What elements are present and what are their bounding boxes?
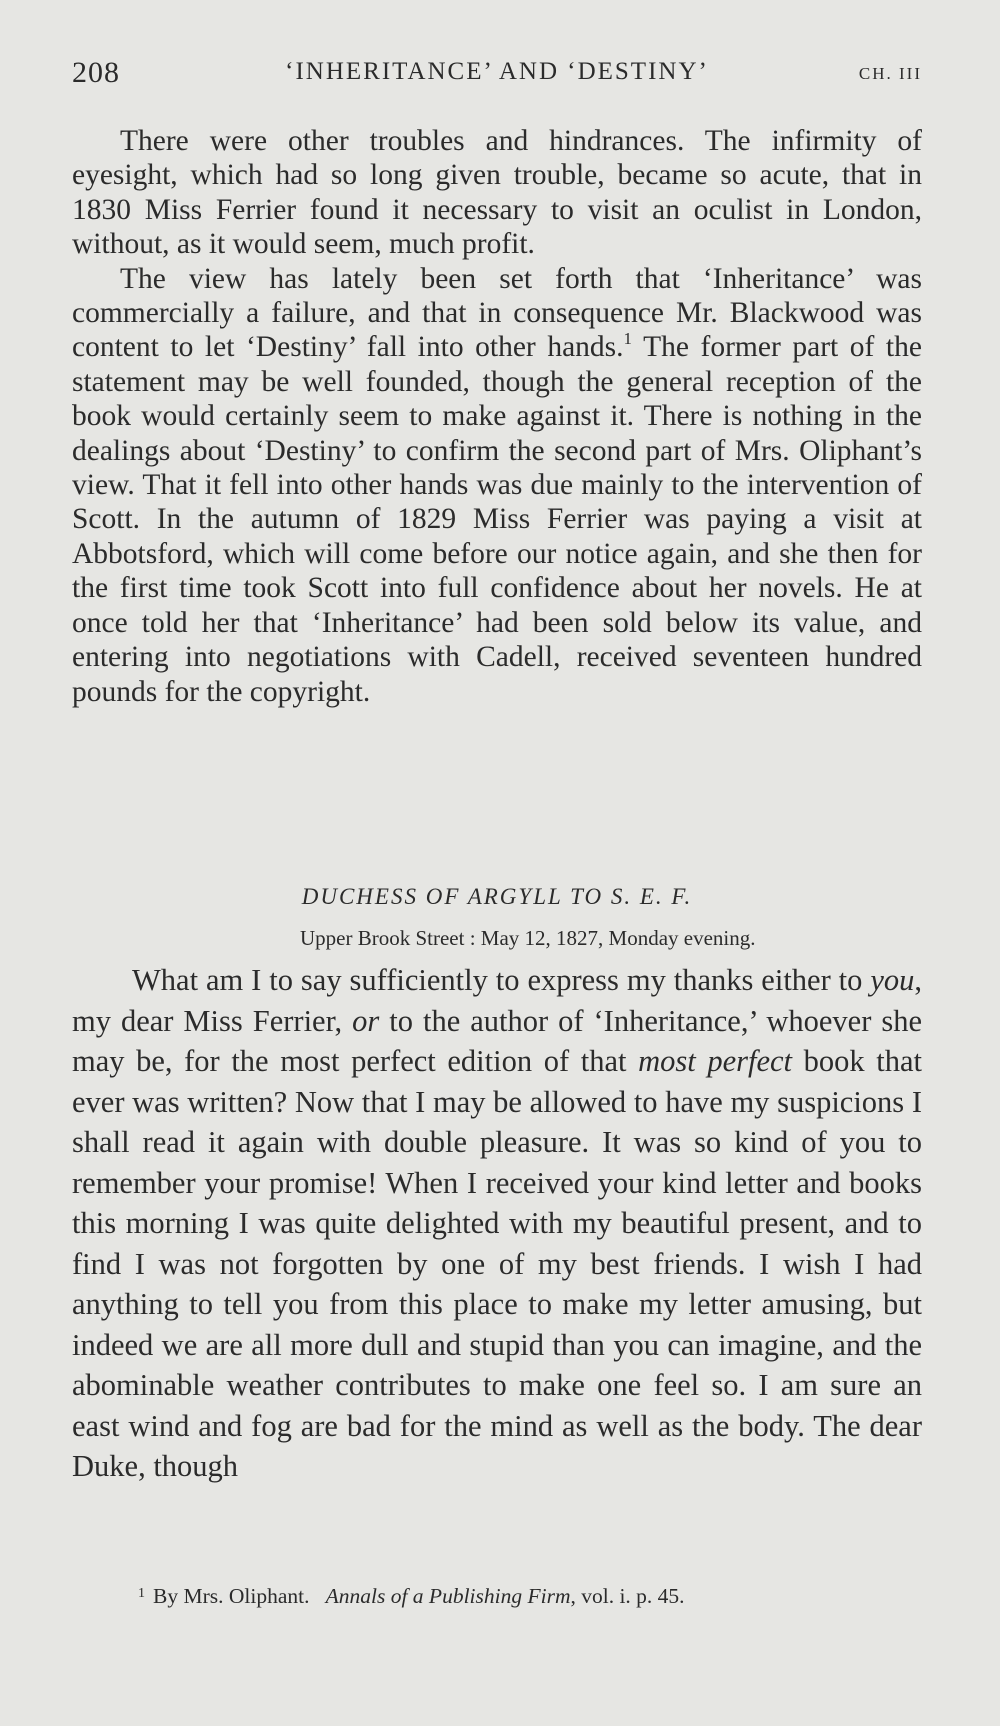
- letter-emphasis: most perfect: [638, 1044, 793, 1078]
- footnote: [138, 1584, 685, 1609]
- letter-text-segment: to the author of ‘Inheritance,’ whoever she may be, for the most perfect edition of that: [72, 1003, 922, 1078]
- footnote-location: , vol. i. p. 45.: [570, 1584, 685, 1608]
- letter-body: [72, 960, 922, 1487]
- letter-paragraph: [72, 960, 922, 1487]
- letter-text-segment: What am I to say sufficiently to express my thanks either to: [132, 963, 871, 997]
- footnote-work-title: Annals of a Publishing Firm: [325, 1584, 571, 1608]
- page-number: 208: [72, 56, 120, 89]
- paragraph-text-part2: The former part of the statement may be well founded, though the general reception of the book would certainly seem to make against it. There is nothing in the dealings about ‘Destiny’ to confirm the second part of Mrs. Oliphant’s view. That it fell into other hands was due mainly to the intervention of Scott. In the autumn of 1829 Miss Ferrier was paying a visit at Abbotsford, which will come before our notice again, and she then for the first time took Scott into full confidence about her novels. He at once told her that ‘Inheritance’ had been sold below its value, and entering into negotiations with Cadell, received seventeen hundred pounds for the copyright.: [72, 331, 922, 708]
- letter-emphasis: or: [352, 1003, 380, 1038]
- footnote-reference[interactable]: 1: [623, 329, 633, 349]
- footnote-author: By Mrs. Oliphant.: [153, 1584, 310, 1608]
- page-header: [72, 52, 922, 96]
- chapter-reference: CH. III: [858, 64, 922, 83]
- letter-text-segment: book that ever was written? Now that I may be allowed to have my suspicions I shall read it again with double pleasure. It was so kind of you to remember your promise! When I received your kind letter and books this morning I was quite delighted with my beautiful present, and to find I was not forgotten by one of my best friends. I wish I had anything to tell you from this place to make my letter amusing, but indeed we are all more dull and stupid than you can imagine, and the abominable weather contributes to make one feel so. I am sure an east wind and fog are bad for the mind as well as the body. The dear Duke, though: [72, 1044, 922, 1483]
- letter-text-segment: , my dear Miss Ferrier,: [72, 963, 922, 1038]
- body-text: [72, 124, 922, 709]
- letter-emphasis: you: [870, 963, 915, 997]
- running-title: ‘INHERITANCE’ AND ‘DESTINY’: [285, 58, 709, 85]
- footnote-marker: 1: [138, 1586, 145, 1601]
- paragraph-text-part1: The view has lately been set forth that ‘Inheritance’ was commercially a failure, and that in consequence Mr. Blackwood was content to let ‘Destiny’ fall into other hands.: [72, 262, 922, 364]
- paragraph-inheritance-sale: [72, 262, 922, 709]
- letter-dateline: Upper Brook Street : May 12, 1827, Monday evening.: [300, 926, 756, 950]
- paragraph-eyesight: There were other troubles and hindrances. The infirmity of eyesight, which had so long given trouble, became so acute, that in 1830 Miss Ferrier found it necessary to visit an oculist in London, without, as it would seem, much profit.: [72, 125, 922, 261]
- letter-heading: DUCHESS OF ARGYLL TO S. E. F.: [301, 884, 693, 909]
